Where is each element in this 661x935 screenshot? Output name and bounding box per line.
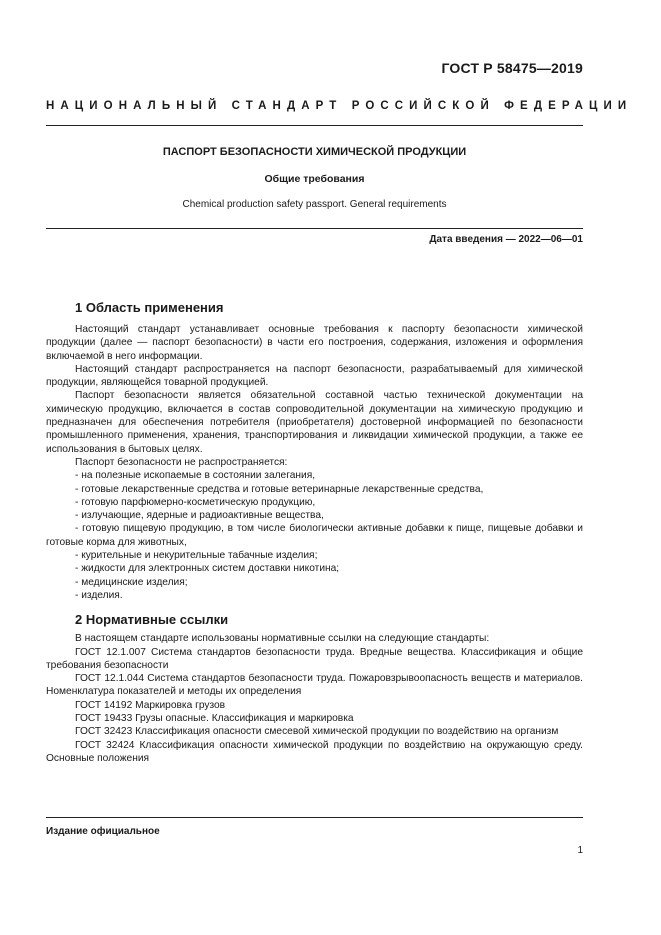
paragraph: В настоящем стандарте использованы нормативные ссылки на следующие стандарты: (75, 633, 490, 645)
gost-code: ГОСТ Р 58475—2019 (441, 60, 583, 76)
list-item: - курительные и некурительные табачные изделия; (75, 550, 318, 562)
list-item: - готовую пищевую продукцию, в том числе биологически активные добавки к пище, пищевые добавки и готовые корма для животных, (46, 523, 583, 548)
document-body (46, 299, 583, 765)
page-number: 1 (577, 845, 583, 856)
reference-item: ГОСТ 12.1.044 Система стандартов безопасности труда. Пожаровзрывоопасность веществ и материалов. Номенклатура показателей и методы их определения (46, 673, 583, 698)
reference-item: ГОСТ 32424 Классификация опасности химической продукции по воздействию на окружающую среду. Основные положения (46, 739, 583, 764)
list-item: - медицинские изделия; (75, 576, 188, 588)
reference-item: ГОСТ 14192 Маркировка грузов (75, 699, 226, 711)
edition-label: Издание официальное (46, 826, 160, 837)
header-divider (46, 125, 583, 126)
introduction-date: Дата введения — 2022—06—01 (429, 234, 583, 245)
section-heading-scope: 1 Область применения (75, 300, 224, 315)
title-divider (46, 228, 583, 229)
list-item: - жидкости для электронных систем доставки никотина; (75, 563, 340, 575)
reference-item: ГОСТ 32423 Классификация опасности смесевой химической продукции по воздействию на организм (75, 726, 559, 738)
list-item: - изделия. (75, 589, 123, 601)
paragraph: Настоящий стандарт устанавливает основные требования к паспорту безопасности химической продукции (далее — паспорт безопасности) в части его построения, содержания, изложения и оформления включаемой в него информации. (46, 324, 583, 362)
reference-item: ГОСТ 19433 Грузы опасные. Классификация и маркировка (75, 713, 354, 725)
document-subtitle: Общие требования (264, 173, 365, 185)
list-item: - излучающие, ядерные и радиоактивные вещества, (75, 510, 324, 522)
section-heading-normative-references: 2 Нормативные ссылки (75, 612, 229, 628)
document-title: ПАСПОРТ БЕЗОПАСНОСТИ ХИМИЧЕСКОЙ ПРОДУКЦИИ (162, 146, 467, 158)
list-item: - готовую парфюмерно-косметическую продукцию, (75, 496, 316, 508)
list-item: - готовые лекарственные средства и готовые ветеринарные лекарственные средства, (75, 483, 484, 495)
list-item: - на полезные ископаемые в состоянии залегания, (75, 470, 316, 482)
english-title: Chemical production safety passport. General requirements (182, 199, 447, 210)
footer-divider (46, 817, 583, 818)
paragraph: Паспорт безопасности не распространяется: (75, 456, 288, 468)
paragraph: Паспорт безопасности является обязательной составной частью технической документации на химическую продукцию, включается в состав сопроводительной документации на химическую продукцию и предназначен для обеспечения потребителя (приобретателя) достоверной информацией по безопасности промышленного применения, хранения, транспортирования и ликвидации химической продукции, а также ее использования в бытовых целях. (46, 390, 583, 455)
paragraph: Настоящий стандарт распространяется на паспорт безопасности, разрабатываемый для химической продукции, являющейся товарной продукцией. (46, 363, 583, 389)
national-standard-banner: НАЦИОНАЛЬНЫЙ СТАНДАРТ РОССИЙСКОЙ ФЕДЕРАЦИИ (46, 100, 633, 112)
reference-item: ГОСТ 12.1.007 Система стандартов безопасности труда. Вредные вещества. Классификация и общие требования безопасности (46, 646, 583, 671)
